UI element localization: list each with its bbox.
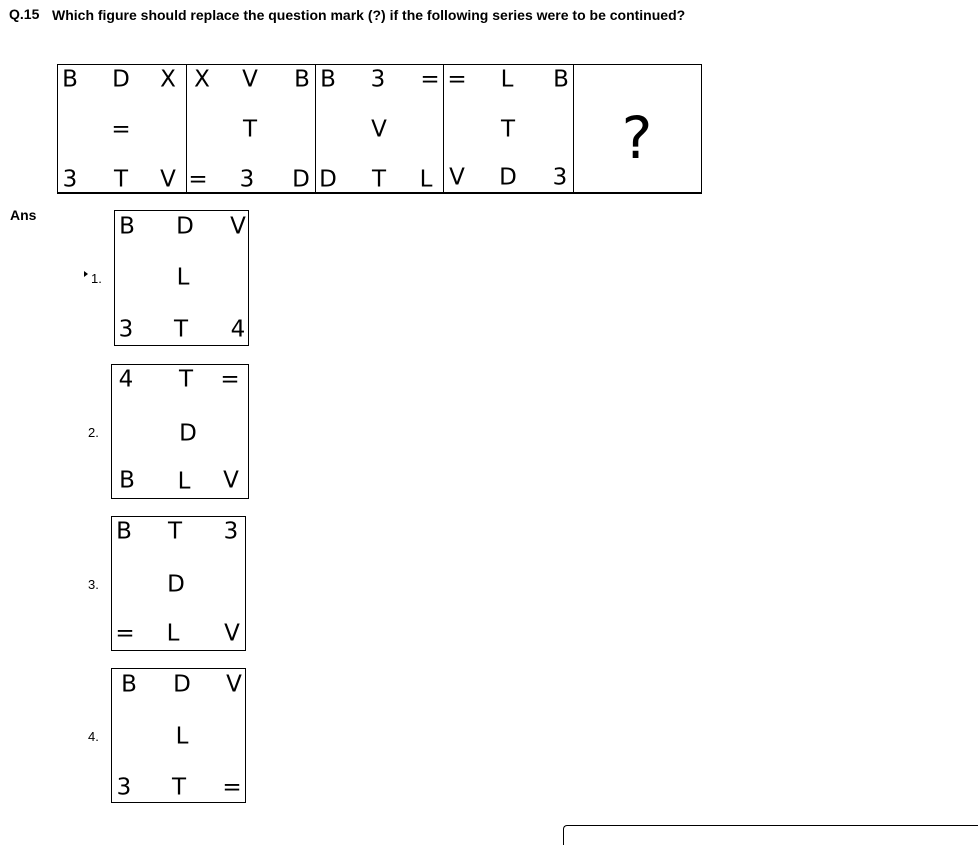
problem-figure-4 xyxy=(444,65,574,192)
figure-symbol: B xyxy=(119,213,135,240)
figure-symbol: V xyxy=(160,166,176,193)
figure-symbol: 3 xyxy=(239,166,255,193)
figure-symbol: = xyxy=(111,116,131,143)
option-number: 1. xyxy=(91,271,102,286)
figure-symbol: B xyxy=(116,518,132,545)
problem-figure-1 xyxy=(58,65,187,192)
figure-symbol: L xyxy=(419,166,433,193)
figure-symbol: B xyxy=(320,66,336,93)
problem-figure-series xyxy=(57,64,702,194)
figure-symbol: D xyxy=(112,66,130,93)
option-3-figure[interactable] xyxy=(111,516,246,651)
bottom-frame-edge xyxy=(563,825,978,845)
problem-figure-3 xyxy=(316,65,444,192)
question-number: Q.15 xyxy=(9,6,40,22)
figure-symbol: 3 xyxy=(118,316,134,343)
figure-symbol: = xyxy=(188,166,208,193)
option-2-figure[interactable] xyxy=(111,364,249,499)
figure-symbol: T xyxy=(167,518,183,545)
figure-symbol: L xyxy=(177,468,191,495)
figure-symbol: T xyxy=(242,116,258,143)
figure-symbol: D xyxy=(173,671,191,698)
figure-symbol: T xyxy=(500,116,516,143)
figure-symbol: B xyxy=(119,467,135,494)
figure-symbol: B xyxy=(294,66,310,93)
figure-symbol: V xyxy=(230,213,246,240)
problem-figure-2 xyxy=(187,65,316,192)
figure-symbol: T xyxy=(113,166,129,193)
question-text: Which figure should replace the question mark (?) if the following series were to be continued? xyxy=(52,7,686,23)
figure-symbol: L xyxy=(176,264,190,291)
pointer-marker-icon xyxy=(84,271,88,277)
problem-figure-unknown xyxy=(574,65,700,192)
figure-symbol: L xyxy=(166,620,180,647)
figure-symbol: L xyxy=(500,66,514,93)
figure-symbol: 3 xyxy=(62,166,78,193)
figure-symbol: B xyxy=(121,671,137,698)
figure-symbol: D xyxy=(292,166,310,193)
figure-symbol: D xyxy=(176,213,194,240)
figure-symbol: 3 xyxy=(370,66,386,93)
figure-symbol: B xyxy=(62,66,78,93)
figure-symbol: = xyxy=(447,66,467,93)
figure-symbol: D xyxy=(167,571,185,598)
figure-symbol: T xyxy=(178,366,194,393)
figure-symbol: L xyxy=(175,723,189,750)
figure-symbol: T xyxy=(173,316,189,343)
figure-symbol: D xyxy=(319,166,337,193)
figure-symbol: 4 xyxy=(118,366,134,393)
option-number: 2. xyxy=(88,425,99,440)
option-number: 4. xyxy=(88,729,99,744)
figure-symbol: V xyxy=(242,66,258,93)
figure-symbol: X xyxy=(194,66,210,93)
figure-symbol: T xyxy=(371,166,387,193)
option-4-figure[interactable] xyxy=(111,668,246,803)
figure-symbol: V xyxy=(226,671,242,698)
figure-symbol: T xyxy=(171,774,187,801)
answer-label: Ans xyxy=(10,207,37,223)
figure-symbol: 3 xyxy=(223,518,239,545)
figure-symbol: B xyxy=(553,66,569,93)
figure-symbol: = xyxy=(115,620,135,647)
figure-symbol: X xyxy=(160,66,176,93)
figure-symbol: = xyxy=(222,774,242,801)
figure-symbol: D xyxy=(499,164,517,191)
figure-symbol: V xyxy=(223,467,239,494)
figure-symbol: V xyxy=(371,116,387,143)
figure-symbol: = xyxy=(420,66,440,93)
figure-symbol: 3 xyxy=(116,774,132,801)
figure-symbol: 4 xyxy=(230,316,246,343)
figure-symbol: D xyxy=(179,420,197,447)
figure-symbol: V xyxy=(449,164,465,191)
figure-symbol: V xyxy=(224,620,240,647)
figure-symbol: 3 xyxy=(552,164,568,191)
option-1-figure[interactable] xyxy=(114,210,249,346)
option-number: 3. xyxy=(88,577,99,592)
question-mark: ? xyxy=(621,104,653,172)
figure-symbol: = xyxy=(220,366,240,393)
